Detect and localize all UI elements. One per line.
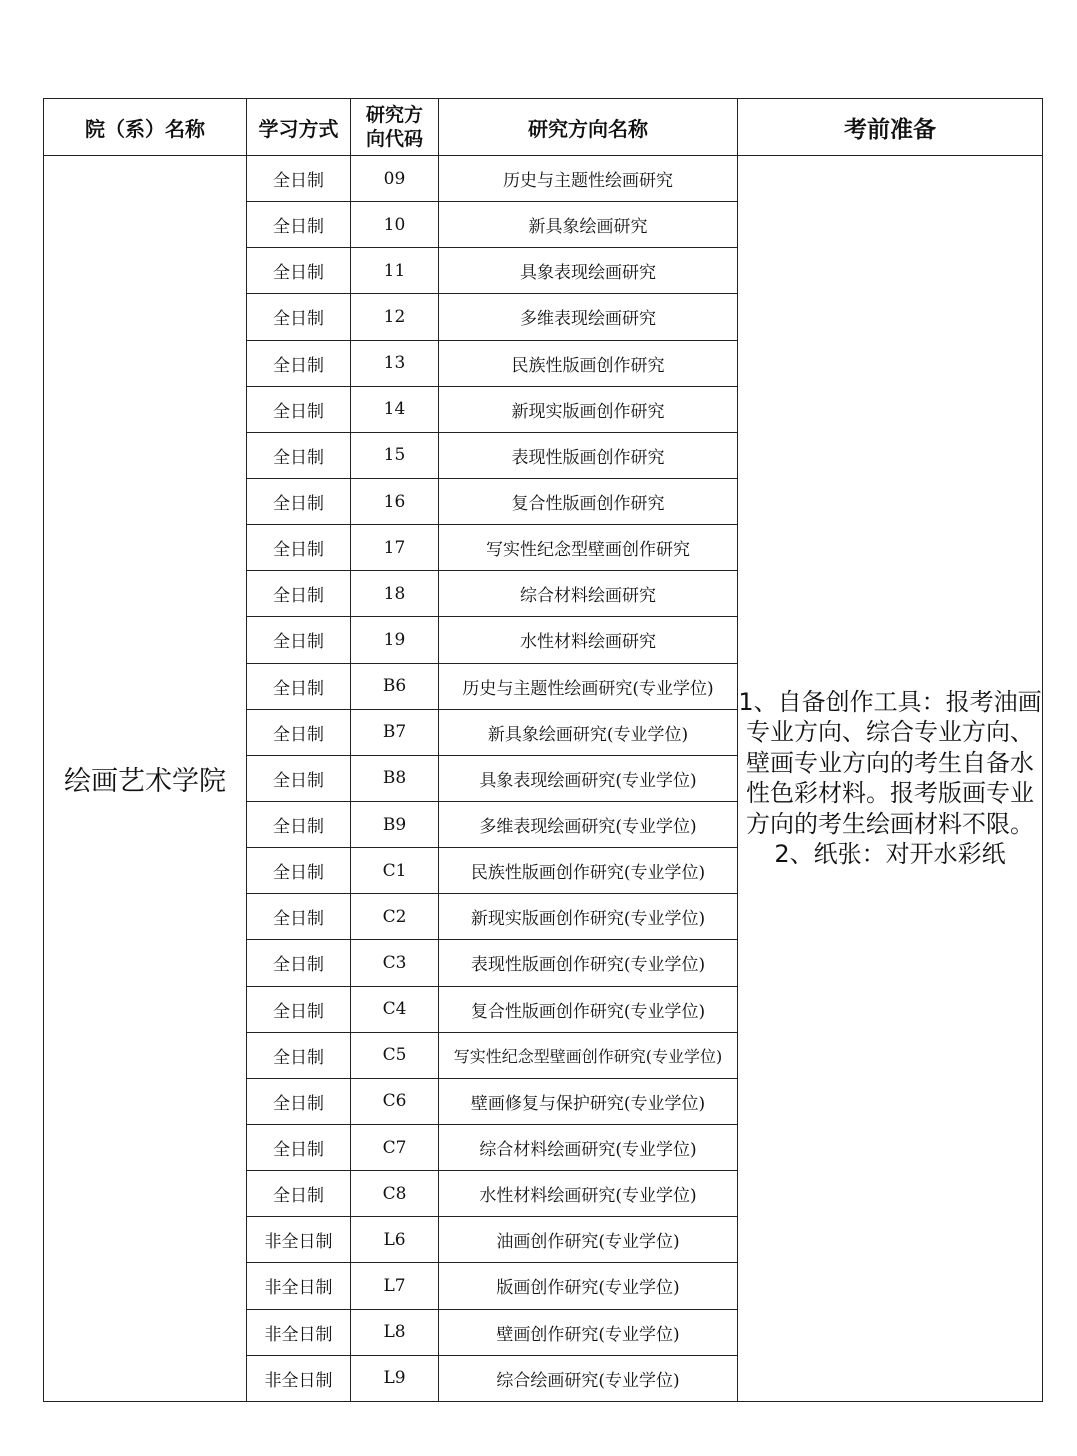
- mode-cell: 全日制: [247, 940, 351, 986]
- mode-cell: 全日制: [247, 755, 351, 801]
- mode-cell: 全日制: [247, 1124, 351, 1170]
- mode-cell: 全日制: [247, 340, 351, 386]
- mode-cell: 全日制: [247, 1032, 351, 1078]
- code-cell: 19: [351, 617, 439, 663]
- mode-cell: 全日制: [247, 894, 351, 940]
- code-cell: 17: [351, 525, 439, 571]
- direction-name-cell: 壁画创作研究(专业学位): [439, 1309, 738, 1355]
- direction-name-cell: 历史与主题性绘画研究(专业学位): [439, 663, 738, 709]
- mode-cell: 非全日制: [247, 1217, 351, 1263]
- direction-name-cell: 写实性纪念型壁画创作研究: [439, 525, 738, 571]
- direction-name-cell: 复合性版画创作研究(专业学位): [439, 986, 738, 1032]
- code-cell: L9: [351, 1355, 439, 1401]
- code-cell: B8: [351, 755, 439, 801]
- direction-name-cell: 水性材料绘画研究: [439, 617, 738, 663]
- direction-name-cell: 综合绘画研究(专业学位): [439, 1355, 738, 1401]
- table-header: [44, 99, 1043, 156]
- direction-name-cell: 表现性版画创作研究: [439, 432, 738, 478]
- department-cell: 绘画艺术学院: [44, 156, 247, 1402]
- mode-cell: 全日制: [247, 294, 351, 340]
- direction-name-cell: 新现实版画创作研究: [439, 386, 738, 432]
- mode-cell: 全日制: [247, 525, 351, 571]
- code-cell: C5: [351, 1032, 439, 1078]
- code-cell: 12: [351, 294, 439, 340]
- direction-name-cell: 多维表现绘画研究: [439, 294, 738, 340]
- direction-name-cell: 多维表现绘画研究(专业学位): [439, 801, 738, 847]
- mode-cell: 全日制: [247, 432, 351, 478]
- mode-cell: 全日制: [247, 848, 351, 894]
- direction-name-cell: 复合性版画创作研究: [439, 478, 738, 524]
- code-cell: 16: [351, 478, 439, 524]
- direction-name-cell: 水性材料绘画研究(专业学位): [439, 1171, 738, 1217]
- mode-cell: 全日制: [247, 248, 351, 294]
- code-cell: C7: [351, 1124, 439, 1170]
- mode-cell: 全日制: [247, 478, 351, 524]
- direction-name-cell: 表现性版画创作研究(专业学位): [439, 940, 738, 986]
- code-cell: 11: [351, 248, 439, 294]
- preparation-cell: 1、自备创作工具：报考油画专业方向、综合专业方向、壁画专业方向的考生自备水性色彩材料。报考版画专业方向的考生绘画材料不限。 2、纸张：对开水彩纸: [738, 156, 1043, 1402]
- direction-name-cell: 油画创作研究(专业学位): [439, 1217, 738, 1263]
- code-cell: B6: [351, 663, 439, 709]
- table-row: [44, 156, 1043, 202]
- code-cell: C6: [351, 1078, 439, 1124]
- direction-name-cell: 历史与主题性绘画研究: [439, 156, 738, 202]
- direction-name-cell: 民族性版画创作研究: [439, 340, 738, 386]
- direction-name-cell: 新现实版画创作研究(专业学位): [439, 894, 738, 940]
- mode-cell: 非全日制: [247, 1263, 351, 1309]
- mode-cell: 全日制: [247, 709, 351, 755]
- code-cell: 18: [351, 571, 439, 617]
- mode-cell: 全日制: [247, 986, 351, 1032]
- mode-cell: 全日制: [247, 1171, 351, 1217]
- header-code: [351, 99, 439, 156]
- header-mode: 学习方式: [247, 99, 351, 156]
- direction-name-cell: 民族性版画创作研究(专业学位): [439, 848, 738, 894]
- mode-cell: 全日制: [247, 156, 351, 202]
- mode-cell: 全日制: [247, 202, 351, 248]
- code-cell: 14: [351, 386, 439, 432]
- code-cell: C1: [351, 848, 439, 894]
- header-name: 研究方向名称: [439, 99, 738, 156]
- code-cell: 13: [351, 340, 439, 386]
- code-cell: C2: [351, 894, 439, 940]
- code-cell: 15: [351, 432, 439, 478]
- header-row: [44, 99, 1043, 156]
- direction-name-cell: 综合材料绘画研究(专业学位): [439, 1124, 738, 1170]
- mode-cell: 全日制: [247, 1078, 351, 1124]
- program-table: [43, 98, 1043, 1402]
- direction-name-cell: 写实性纪念型壁画创作研究(专业学位): [439, 1032, 738, 1078]
- mode-cell: 全日制: [247, 617, 351, 663]
- mode-cell: 全日制: [247, 663, 351, 709]
- code-cell: L8: [351, 1309, 439, 1355]
- direction-name-cell: 具象表现绘画研究(专业学位): [439, 755, 738, 801]
- mode-cell: 非全日制: [247, 1355, 351, 1401]
- direction-name-cell: 新具象绘画研究(专业学位): [439, 709, 738, 755]
- direction-name-cell: 具象表现绘画研究: [439, 248, 738, 294]
- header-dept: 院（系）名称: [44, 99, 247, 156]
- code-cell: L6: [351, 1217, 439, 1263]
- header-code-text: 研究方向代码: [365, 104, 423, 150]
- code-cell: 09: [351, 156, 439, 202]
- mode-cell: 全日制: [247, 571, 351, 617]
- code-cell: 10: [351, 202, 439, 248]
- direction-name-cell: 版画创作研究(专业学位): [439, 1263, 738, 1309]
- code-cell: L7: [351, 1263, 439, 1309]
- mode-cell: 全日制: [247, 801, 351, 847]
- code-cell: C4: [351, 986, 439, 1032]
- code-cell: B7: [351, 709, 439, 755]
- direction-name-cell: 综合材料绘画研究: [439, 571, 738, 617]
- code-cell: C3: [351, 940, 439, 986]
- table-body: [44, 156, 1043, 1402]
- header-prep: 考前准备: [738, 99, 1043, 156]
- mode-cell: 全日制: [247, 386, 351, 432]
- code-cell: B9: [351, 801, 439, 847]
- code-cell: C8: [351, 1171, 439, 1217]
- direction-name-cell: 壁画修复与保护研究(专业学位): [439, 1078, 738, 1124]
- direction-name-cell: 新具象绘画研究: [439, 202, 738, 248]
- mode-cell: 非全日制: [247, 1309, 351, 1355]
